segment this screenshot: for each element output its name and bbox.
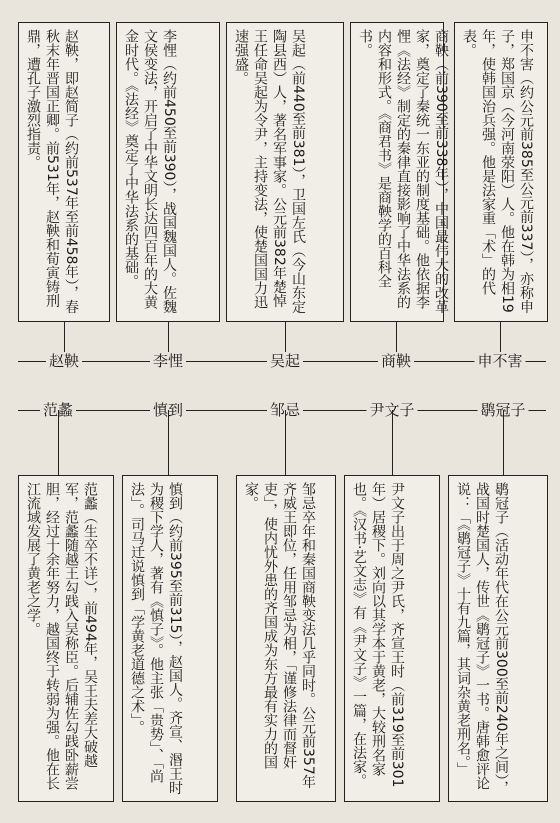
label-fan-li: 范蠡 xyxy=(40,401,76,419)
label-zou-ji: 邹忌 xyxy=(267,401,303,419)
box-text: 吴起（前440至前381），卫国左氏（今山东定陶县西）人，著名军事家。公元前382年楚悼王任命吴起为令尹，主持变法，使楚国国力迅速强盛。 xyxy=(233,29,306,314)
box-text: 尹文子出于周之尹氏，齐宣王时（前319至前301年）居稷下。刘向以其学本于黄老，大较刑名家也。《汉书·艺文志》有《尹文子》一篇，在法家。 xyxy=(351,482,405,788)
label-wu-qi: 吴起 xyxy=(267,352,303,370)
connector xyxy=(503,410,504,475)
box-zhao-yang xyxy=(18,22,110,322)
box-he-guanzi xyxy=(448,475,548,802)
label-yin-wenzi: 尹文子 xyxy=(366,401,417,419)
label-zhao-yang: 赵鞅 xyxy=(46,352,82,370)
box-text: 慎到（约前395至前315），赵国人。齐宣、湣王时为稷下学人，著有《慎子》。他主张「贵势」、「尚法」。司马迁说慎到「学黄老道德之术」。 xyxy=(129,482,183,795)
connector xyxy=(168,410,169,475)
box-fan-li xyxy=(18,475,114,802)
box-text: 邹忌卒年和秦国商鞅变法几乎同时。公元前357年齐威王即位，任用邹忌为相，「谨修法律而督奸吏」，使内忧外患的齐国成为东方最有实力的国家。 xyxy=(243,482,316,789)
box-text: 商鞅（前390至前338年），中国最伟大的改革家，奠定了秦统一东亚的制度基础。他依据李悝《法经》制定的秦律直接影响了中华法系的内容和形式。《商君书》是商鞅学的百科全书。 xyxy=(357,29,449,314)
connector xyxy=(392,410,393,475)
box-text: 申不害（约公元前385至公元前337），亦称申子，郑国京（今河南荥阳）人。他在韩为相19年，使韩国治兵强。他是法家重「术」的代表。 xyxy=(461,29,534,314)
box-wu-qi xyxy=(226,22,344,322)
label-shang-yang: 商鞅 xyxy=(378,352,414,370)
box-li-kui xyxy=(116,22,220,322)
box-text: 鹖冠子（活动年代在公元前300至前240年之间），战国时楚国人，传世《鹖冠子》一书。唐韩愈评论说：「《鹖冠子》十有九篇，其词杂黄老刑名。」 xyxy=(455,482,509,795)
connector xyxy=(285,410,286,475)
label-li-kui: 李悝 xyxy=(150,352,186,370)
label-he-guanzi: 鹖冠子 xyxy=(477,401,528,419)
box-shen-buhai xyxy=(454,22,548,322)
label-shen-buhai: 申不害 xyxy=(474,352,525,370)
box-shen-dao xyxy=(122,475,218,802)
box-text: 李悝（约前450至前390），战国魏国人。佐魏文侯变法，开启了中华文明长达四百年的大黄金时代。《法经》奠定了中华法系的基础。 xyxy=(123,29,177,314)
box-shang-yang xyxy=(350,22,449,322)
label-shen-dao: 慎到 xyxy=(150,401,186,419)
connector xyxy=(58,410,59,475)
box-yin-wenzi xyxy=(344,475,440,802)
box-zou-ji xyxy=(236,475,336,802)
box-text: 范蠡（生卒不详），前494年，吴王夫差大破越军，范蠡随越王勾践入吴称臣。后辅佐勾践卧薪尝胆，经过十余年努力，越国终于转弱为强。他在长江流域发展了黄老之学。 xyxy=(25,482,98,790)
box-text: 赵鞅，即赵简子（约前537年至前458年），春秋末年晋国正卿。前531年，赵鞅和荀寅铸刑鼎，遭孔子激烈指责。 xyxy=(25,29,79,314)
